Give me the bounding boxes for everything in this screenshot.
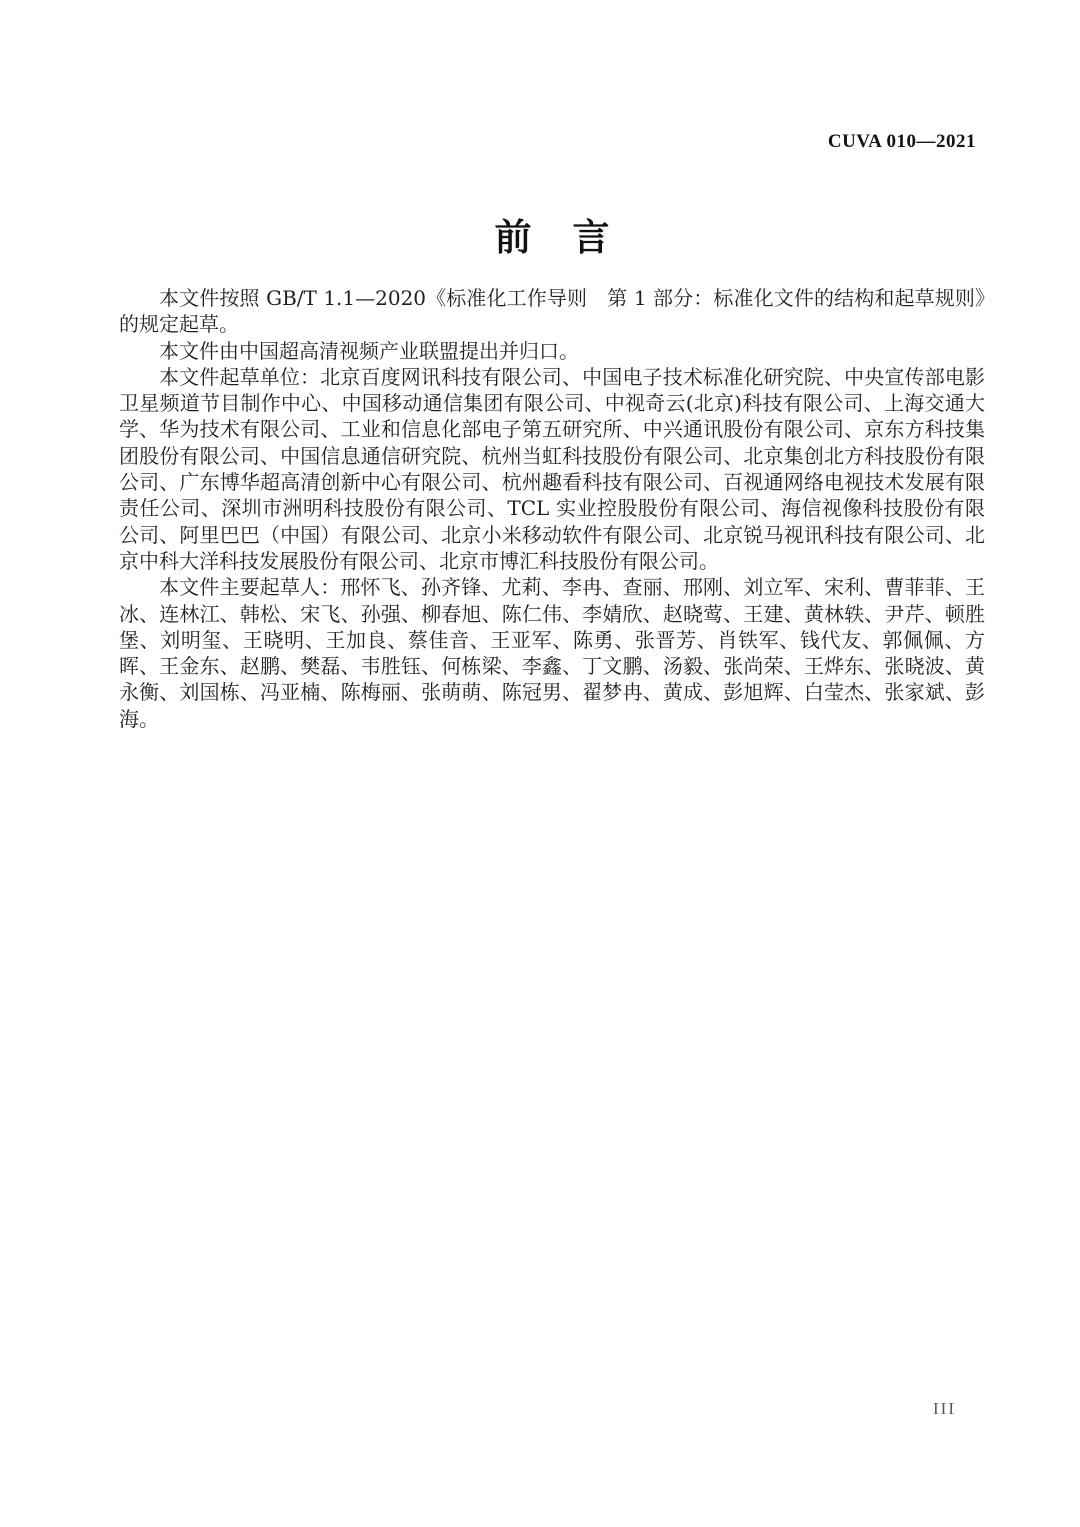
paragraph-proposed-by: 本文件由中国超高清视频产业联盟提出并归口。 bbox=[159, 338, 579, 363]
page-title: 前 言 bbox=[494, 217, 612, 258]
paragraph-main-drafters: 本文件主要起草人：邢怀飞、孙齐锋、尤莉、李冉、查丽、邢刚、刘立军、宋利、曹菲菲、王冰、连林江、韩松、宋飞、孙强、柳春旭、陈仁伟、李婧欣、赵晓莺、王建、黄林轶、尹芹、顿胜堡、刘明玺、王晓明、王加良、蔡佳音、王亚军、陈勇、张晋芳、肖铁军、钱代友、郭佩佩、方晖、王金东、赵鹏、樊磊、韦胜钰、何栋梁、李鑫、丁文鹏、汤毅、张尚荣、王烨东、张晓波、黄永衡、刘国栋、冯亚楠、陈梅丽、张萌萌、陈冠男、翟梦冉、黄成、彭旭辉、白莹杰、张家斌、彭海。 bbox=[119, 575, 985, 731]
paragraph-drafting-basis: 本文件按照 GB/T 1.1—2020《标准化工作导则 第 1 部分：标准化文件的结构和起草规则》的规定起草。 bbox=[119, 286, 985, 337]
paragraph-drafting-organizations: 本文件起草单位：北京百度网讯科技有限公司、中国电子技术标准化研究院、中央宣传部电影卫星频道节目制作中心、中国移动通信集团有限公司、中视奇云(北京)科技有限公司、上海交通大学、华为技术有限公司、工业和信息化部电子第五研究所、中兴通讯股份有限公司、京东方科技集团股份有限公司、中国信息通信研究院、杭州当虹科技股份有限公司、北京集创北方科技股份有限公司、广东博华超高清创新中心有限公司、杭州趣看科技有限公司、百视通网络电视技术发展有限责任公司、深圳市洲明科技股份有限公司、TCL 实业控股股份有限公司、海信视像科技股份有限公司、阿里巴巴（中国）有限公司、北京小米移动软件有限公司、北京锐马视讯科技有限公司、北京中科大洋科技发展股份有限公司、北京市博汇科技股份有限公司。 bbox=[119, 364, 985, 573]
doc-number: CUVA 010—2021 bbox=[827, 131, 976, 152]
foreword-body bbox=[119, 285, 985, 732]
page-number: III bbox=[933, 1399, 956, 1418]
